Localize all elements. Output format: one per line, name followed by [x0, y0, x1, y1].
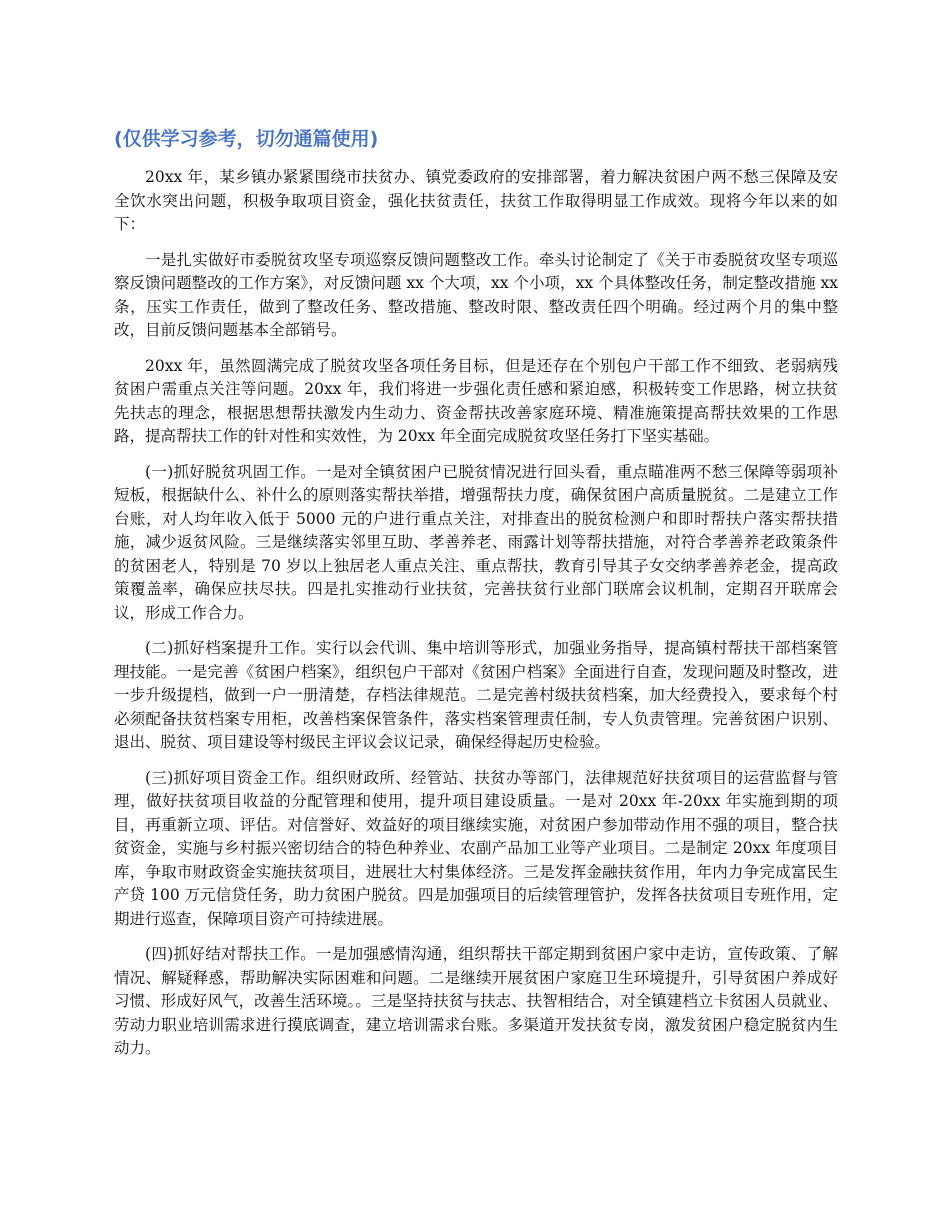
- paragraph-item-3: (三)抓好项目资金工作。组织财政所、经管站、扶贫办等部门，法律规范好扶贫项目的运营监督与管理，做好扶贫项目收益的分配管理和使用，提升项目建设质量。一是对 20xx 年-20xx 年实施到期的项目，再重新立项、评估。对信誉好、效益好的项目继续实施，对贫困户参加带动作用不强的项目，整合扶贫资金，实施与乡村振兴密切结合的特色种养业、农副产品加工业等产业项目。二是制定 20xx 年度项目库，争取市财政资金实施扶贫项目，进展壮大村集体经济。三是发挥金融扶贫作用，年内力争完成富民生产贷 100 万元信贷任务，助力贫困户脱贫。四是加强项目的后续管理管护，发挥各扶贫项目专班作用，定期进行巡查，保障项目资产可持续进展。: [114, 768, 838, 928]
- paragraph-item-4: (四)抓好结对帮扶工作。一是加强感情沟通，组织帮扶干部定期到贫困户家中走访，宣传政策、了解情况、解疑释惑，帮助解决实际困难和问题。二是继续开展贫困户家庭卫生环境提升，引导贫困户养成好习惯、形成好风气，改善生活环境。。三是坚持扶贫与扶志、扶智相结合，对全镇建档立卡贫困人员就业、劳动力职业培训需求进行摸底调查，建立培训需求台账。多渠道开发扶贫专岗，激发贫困户稳定脱贫内生动力。: [114, 945, 838, 1057]
- paragraph-item-1: (一)抓好脱贫巩固工作。一是对全镇贫困户已脱贫情况进行回头看，重点瞄准两不愁三保障等弱项补短板，根据缺什么、补什么的原则落实帮扶举措，增强帮扶力度，确保贫困户高质量脱贫。二是建立工作台账，对人均年收入低于 5000 元的户进行重点关注，对排查出的脱贫检测户和即时帮扶户落实帮扶措施，减少返贫风险。三是继续落实邻里互助、孝善养老、雨露计划等帮扶措施，对符合孝善养老政策条件的贫困老人，特别是 70 岁以上独居老人重点关注、重点帮扶，教育引导其子女交纳孝善养老金，提高政策覆盖率，确保应扶尽扶。四是扎实推动行业扶贫，完善扶贫行业部门联席会议机制，定期召开联席会议，形成工作合力。: [114, 462, 838, 622]
- paragraph-outlook: 20xx 年，虽然圆满完成了脱贫攻坚各项任务目标，但是还存在个别包户干部工作不细致、老弱病残贫困户需重点关注等问题。20xx 年，我们将进一步强化责任感和紧迫感，积极转变工作思路，树立扶贫先扶志的理念，根据思想帮扶激发内生动力、资金帮扶改善家庭环境、精准施策提高帮扶效果的工作思路，提高帮扶工作的针对性和实效性，为 20xx 年全面完成脱贫攻坚任务打下坚实基础。: [114, 356, 838, 445]
- paragraph-item-2: (二)抓好档案提升工作。实行以会代训、集中培训等形式，加强业务指导，提高镇村帮扶干部档案管理技能。一是完善《贫困户档案》，组织包户干部对《贫困户档案》全面进行自查，发现问题及时整改，进一步升级提档，做到一户一册清楚，存档法律规范。二是完善村级扶贫档案，加大经费投入，要求每个村必须配备扶贫档案专用柜，改善档案保管条件，落实档案管理责任制，专人负责管理。完善贫困户识别、退出、脱贫、项目建设等村级民主评议会议记录，确保经得起历史检验。: [114, 639, 838, 751]
- document-page: [114, 124, 838, 1073]
- document-title: (仅供学习参考，切勿通篇使用): [114, 128, 379, 150]
- paragraph-intro: 20xx 年，某乡镇办紧紧围绕市扶贫办、镇党委政府的安排部署，着力解决贫困户两不愁三保障及安全饮水突出问题，积极争取项目资金，强化扶贫责任，扶贫工作取得明显工作成效。现将今年以来的如下：: [114, 168, 838, 233]
- paragraph-rectification: 一是扎实做好市委脱贫攻坚专项巡察反馈问题整改工作。牵头讨论制定了《关于市委脱贫攻坚专项巡察反馈问题整改的工作方案》，对反馈问题 xx 个大项，xx 个小项，xx 个具体整改任务，制定整改措施 xx 条，压实工作责任，做到了整改任务、整改措施、整改时限、整改责任四个明确。经过两个月的集中整改，目前反馈问题基本全部销号。: [114, 250, 838, 339]
